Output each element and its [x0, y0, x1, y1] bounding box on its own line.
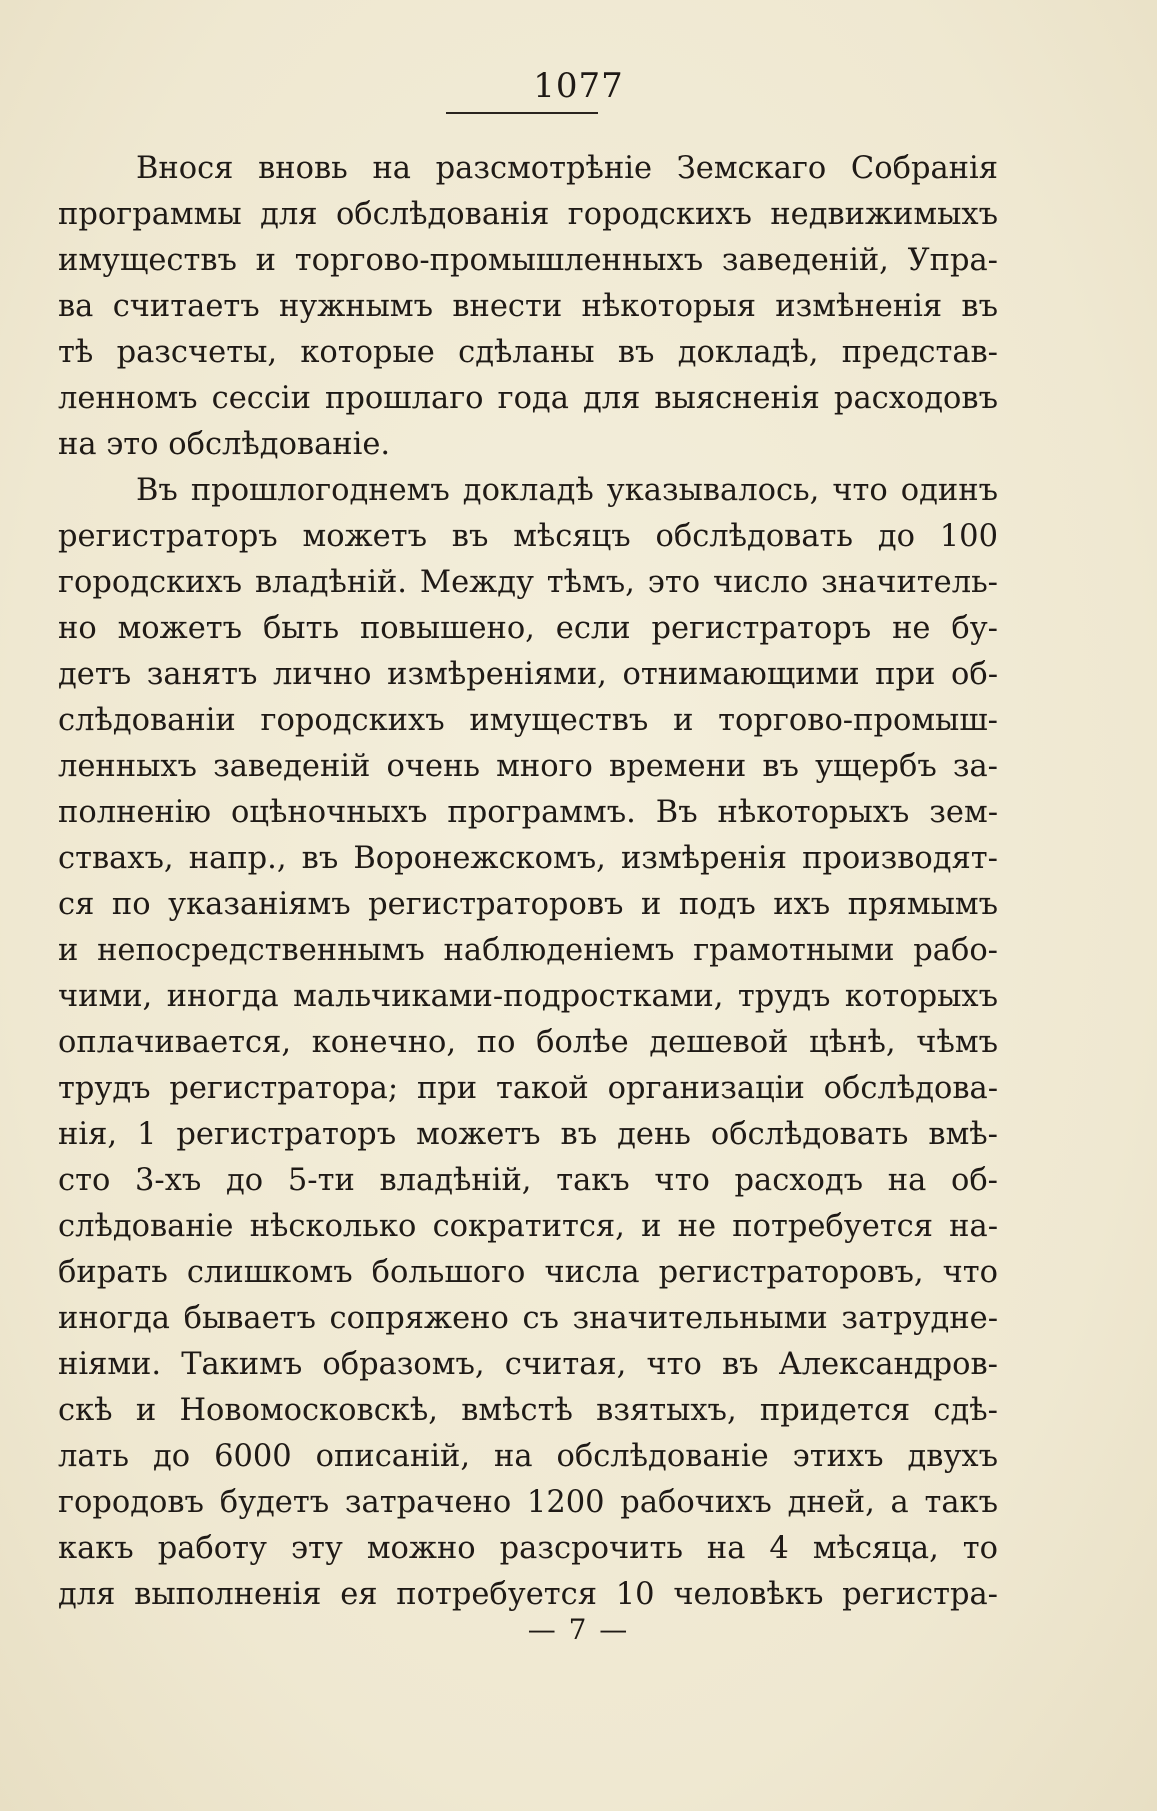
text-line: ва считаетъ нужнымъ внести нѣкоторыя измѣненія въ — [58, 289, 998, 324]
text-line: Внося вновь на разсмотрѣніе Земскаго Собранія — [136, 151, 998, 186]
text-line: и непосредственнымъ наблюденіемъ грамотными рабо- — [58, 933, 998, 968]
text-line: нія, 1 регистраторъ можетъ въ день обслѣдовать вмѣ- — [58, 1117, 998, 1152]
text-line: имуществъ и торгово-промышленныхъ заведеній, Упра- — [58, 243, 998, 278]
text-line: слѣдованіи городскихъ имуществъ и торгово-промыш- — [58, 703, 998, 738]
text-line: полненію оцѣночныхъ программъ. Въ нѣкоторыхъ зем- — [58, 795, 998, 830]
text-line: детъ занятъ лично измѣреніями, отнимающими при об- — [58, 657, 998, 692]
text-line: скѣ и Новомосковскѣ, вмѣстѣ взятыхъ, придется сдѣ- — [58, 1393, 998, 1428]
text-line: чими, иногда мальчиками-подростками, трудъ которыхъ — [58, 979, 998, 1014]
header-rule — [446, 112, 598, 114]
text-line: для выполненія ея потребуется 10 человѣкъ регистра- — [58, 1577, 998, 1612]
text-line: сто 3-хъ до 5-ти владѣній, такъ что расходъ на об- — [58, 1163, 998, 1198]
text-line: ленныхъ заведеній очень много времени въ ущербъ за- — [58, 749, 998, 784]
text-line: ніями. Такимъ образомъ, считая, что въ Александров- — [58, 1347, 998, 1382]
signature-mark: — 7 — — [527, 1613, 630, 1646]
text-line: городовъ будетъ затрачено 1200 рабочихъ дней, а такъ — [58, 1485, 998, 1520]
text-line: оплачивается, конечно, по болѣе дешевой цѣнѣ, чѣмъ — [58, 1025, 998, 1060]
text-line: ствахъ, напр., въ Воронежскомъ, измѣренія производят- — [58, 841, 998, 876]
text-line: какъ работу эту можно разсрочить на 4 мѣсяца, то — [58, 1531, 998, 1566]
body-text — [58, 146, 998, 1618]
text-line: Въ прошлогоднемъ докладѣ указывалось, что одинъ — [136, 473, 998, 508]
text-line: но можетъ быть повышено, если регистраторъ не бу- — [58, 611, 998, 646]
text-line: городскихъ владѣній. Между тѣмъ, это число значитель- — [58, 565, 998, 600]
text-line: иногда бываетъ сопряжено съ значительными затрудне- — [58, 1301, 998, 1336]
text-line: на это обслѣдованіе. — [58, 427, 391, 462]
text-line: тѣ разсчеты, которые сдѣланы въ докладѣ, представ- — [58, 335, 998, 370]
text-line: слѣдованіе нѣсколько сократится, и не потребуется на- — [58, 1209, 998, 1244]
page-number: 1077 — [533, 66, 624, 106]
text-line: регистраторъ можетъ въ мѣсяцъ обслѣдовать до 100 — [58, 519, 998, 554]
text-line: программы для обслѣдованія городскихъ недвижимыхъ — [58, 197, 998, 232]
text-line: лать до 6000 описаній, на обслѣдованіе этихъ двухъ — [58, 1439, 998, 1474]
text-line: ленномъ сессіи прошлаго года для выясненія расходовъ — [58, 381, 998, 416]
text-line: ся по указаніямъ регистраторовъ и подъ ихъ прямымъ — [58, 887, 998, 922]
text-line: бирать слишкомъ большого числа регистраторовъ, что — [58, 1255, 998, 1290]
text-line: трудъ регистратора; при такой организаціи обслѣдова- — [58, 1071, 998, 1106]
